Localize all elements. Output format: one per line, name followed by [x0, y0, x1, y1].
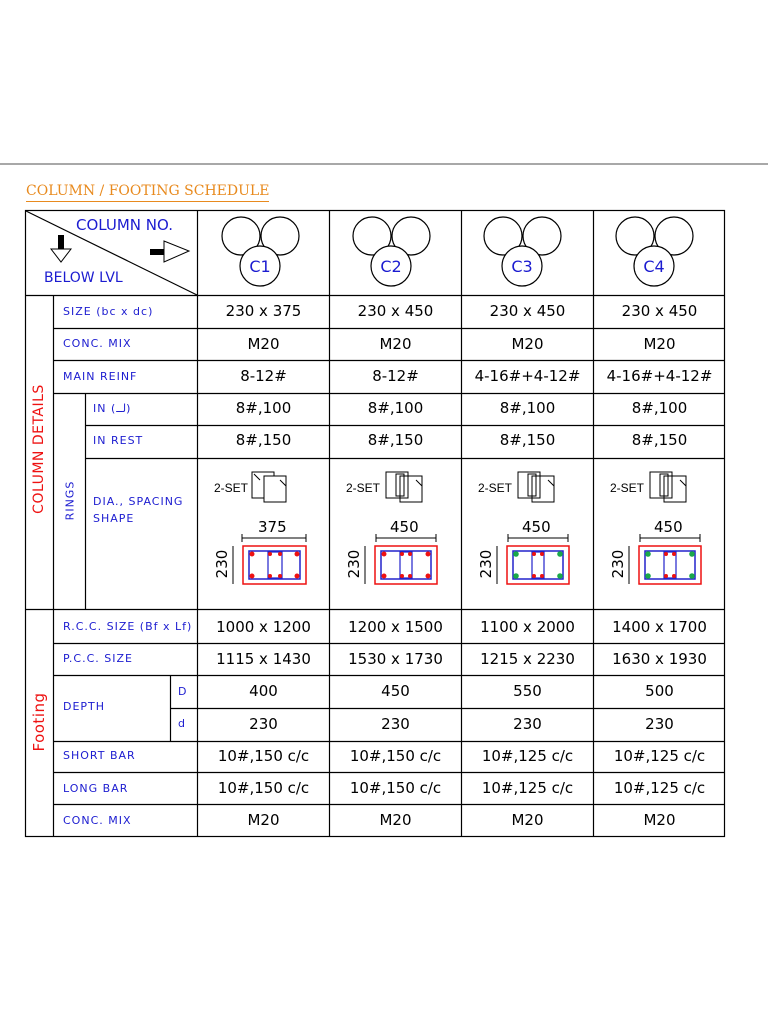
cell-main-reinf-c2: 8-12# — [372, 367, 419, 385]
section-c3-icon — [497, 534, 569, 584]
cell-conc-mix-ftg-c2: M20 — [379, 811, 412, 829]
cell-depth-d-c2: 230 — [381, 715, 410, 733]
set-label-c4: 2-SET — [610, 481, 645, 495]
cell-long-bar-c1: 10#,150 c/c — [217, 779, 310, 797]
group-footing: Footing — [30, 692, 48, 752]
set-label-c3: 2-SET — [478, 481, 513, 495]
section-c4-icon — [629, 534, 701, 584]
section-c2-icon — [365, 534, 437, 584]
column-c2: C2 — [380, 257, 402, 276]
cell-short-bar-c3: 10#,125 c/c — [481, 747, 574, 765]
label-pcc-size: P.C.C. SIZE — [63, 652, 133, 665]
section-depth-c4: 230 — [609, 549, 627, 579]
cell-short-bar-c4: 10#,125 c/c — [613, 747, 706, 765]
label-conc-mix-ftg: CONC. MIX — [63, 814, 132, 827]
group-rings: RINGS — [63, 480, 77, 521]
cell-rings-in-c2: 8#,100 — [367, 399, 424, 417]
cell-size-c1: 230 x 375 — [225, 302, 302, 320]
section-depth-c1: 230 — [213, 549, 231, 579]
cell-rcc-c1: 1000 x 1200 — [216, 618, 311, 636]
column-c3: C3 — [511, 257, 533, 276]
cell-conc-mix-col-c3: M20 — [511, 335, 544, 353]
cell-pcc-c3: 1215 x 2230 — [480, 650, 575, 668]
cell-conc-mix-col-c1: M20 — [247, 335, 280, 353]
label-depth-d: d — [178, 717, 186, 730]
stirrup-c4-icon — [650, 472, 686, 502]
label-size: SIZE (bc x dc) — [63, 305, 154, 318]
column-c1: C1 — [249, 257, 271, 276]
section-width-c4: 450 — [654, 518, 683, 536]
label-main-reinf: MAIN REINF — [63, 370, 138, 383]
cell-conc-mix-ftg-c1: M20 — [247, 811, 280, 829]
column-no-label: COLUMN NO. — [76, 216, 173, 234]
cell-rings-rest-c3: 8#,150 — [499, 431, 556, 449]
stirrup-c2-icon — [386, 472, 422, 502]
cell-main-reinf-c4: 4-16#+4-12# — [606, 367, 713, 385]
label-rings-in: IN (لــ) — [93, 402, 132, 415]
cell-rings-rest-c1: 8#,150 — [235, 431, 292, 449]
cell-short-bar-c2: 10#,150 c/c — [349, 747, 442, 765]
cell-pcc-c2: 1530 x 1730 — [348, 650, 443, 668]
cell-depth-d-c1: 230 — [249, 715, 278, 733]
cell-main-reinf-c3: 4-16#+4-12# — [474, 367, 581, 385]
label-rcc-size: R.C.C. SIZE (Bf x Lf) — [63, 620, 193, 633]
label-long-bar: LONG BAR — [63, 782, 129, 795]
cell-size-c4: 230 x 450 — [621, 302, 698, 320]
cell-depth-D-c4: 500 — [645, 682, 674, 700]
cell-rcc-c3: 1100 x 2000 — [480, 618, 575, 636]
cell-rings-in-c4: 8#,100 — [631, 399, 688, 417]
stirrup-c3-icon — [518, 472, 554, 502]
label-conc-mix-col: CONC. MIX — [63, 337, 132, 350]
label-short-bar: SHORT BAR — [63, 749, 136, 762]
cell-size-c2: 230 x 450 — [357, 302, 434, 320]
set-label-c1: 2-SET — [214, 481, 249, 495]
cell-main-reinf-c1: 8-12# — [240, 367, 287, 385]
cell-size-c3: 230 x 450 — [489, 302, 566, 320]
cell-rings-in-c3: 8#,100 — [499, 399, 556, 417]
below-lvl-label: BELOW LVL — [44, 270, 123, 286]
cell-depth-d-c4: 230 — [645, 715, 674, 733]
cell-rcc-c2: 1200 x 1500 — [348, 618, 443, 636]
column-c4: C4 — [643, 257, 665, 276]
label-shape: SHAPE — [93, 512, 135, 525]
cell-conc-mix-ftg-c4: M20 — [643, 811, 676, 829]
label-depth-D: D — [178, 685, 188, 698]
cell-short-bar-c1: 10#,150 c/c — [217, 747, 310, 765]
section-width-c1: 375 — [258, 518, 287, 536]
section-c1-icon — [233, 534, 306, 584]
cell-long-bar-c3: 10#,125 c/c — [481, 779, 574, 797]
cell-depth-D-c3: 550 — [513, 682, 542, 700]
label-dia-spacing: DIA., SPACING — [93, 495, 184, 508]
section-depth-c2: 230 — [345, 549, 363, 579]
section-depth-c3: 230 — [477, 549, 495, 579]
cell-conc-mix-col-c4: M20 — [643, 335, 676, 353]
cell-rings-rest-c2: 8#,150 — [367, 431, 424, 449]
label-rings-rest: IN REST — [93, 434, 144, 447]
cell-pcc-c1: 1115 x 1430 — [216, 650, 311, 668]
cell-rings-rest-c4: 8#,150 — [631, 431, 688, 449]
cell-depth-d-c3: 230 — [513, 715, 542, 733]
cell-long-bar-c4: 10#,125 c/c — [613, 779, 706, 797]
page-title: COLUMN / FOOTING SCHEDULE — [26, 182, 269, 202]
cell-depth-D-c2: 450 — [381, 682, 410, 700]
cell-pcc-c4: 1630 x 1930 — [612, 650, 707, 668]
cell-depth-D-c1: 400 — [249, 682, 278, 700]
cell-conc-mix-col-c2: M20 — [379, 335, 412, 353]
section-width-c3: 450 — [522, 518, 551, 536]
section-width-c2: 450 — [390, 518, 419, 536]
cell-conc-mix-ftg-c3: M20 — [511, 811, 544, 829]
stirrup-c1-icon — [252, 472, 286, 502]
cell-rcc-c4: 1400 x 1700 — [612, 618, 707, 636]
label-depth: DEPTH — [63, 700, 106, 713]
set-label-c2: 2-SET — [346, 481, 381, 495]
group-column-details: COLUMN DETAILS — [31, 384, 47, 514]
cell-rings-in-c1: 8#,100 — [235, 399, 292, 417]
cell-long-bar-c2: 10#,150 c/c — [349, 779, 442, 797]
